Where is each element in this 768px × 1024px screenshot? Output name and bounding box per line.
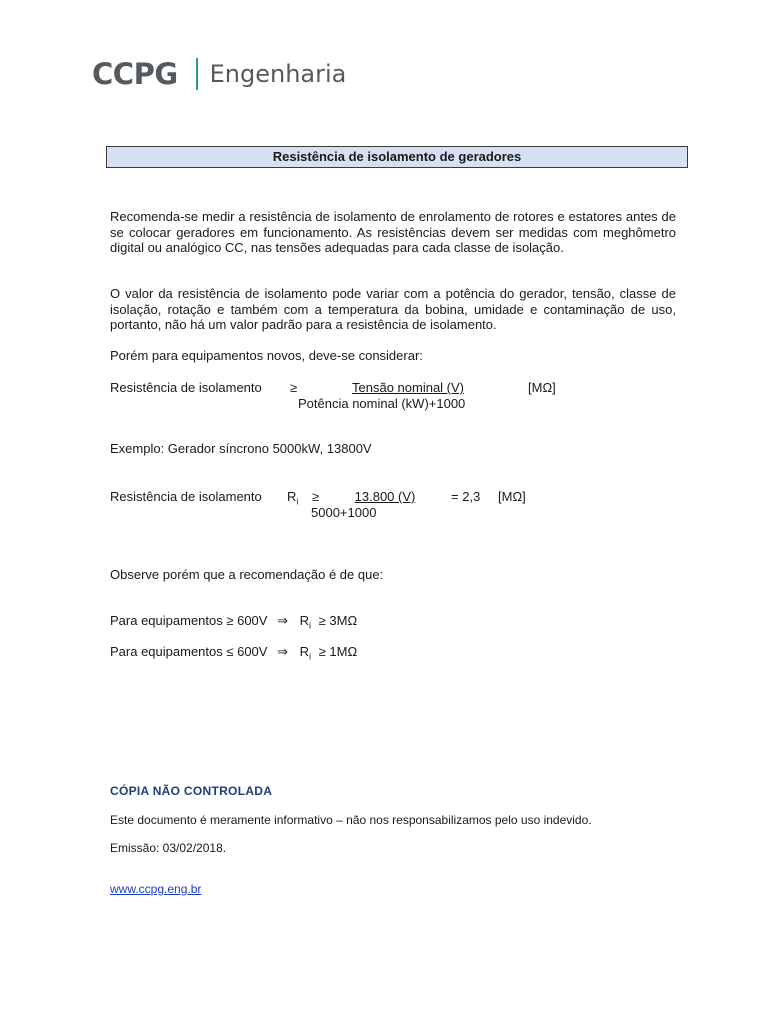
document-title: Resistência de isolamento de geradores <box>106 146 688 168</box>
paragraph-intro: Recomenda-se medir a resistência de isolamento de enrolamento de rotores e estatores antes de se colocar geradores em funcionamento. As resistências devem ser medidas com meghômetro digital ou analógico CC, nas tensões adequadas para cada classe de isolação. <box>110 209 676 255</box>
example-intro: Exemplo: Gerador síncrono 5000kW, 13800V <box>110 441 372 456</box>
logo-separator <box>196 58 198 90</box>
rule-above-600v <box>110 613 357 634</box>
rule-text: Para equipamentos ≤ 600V <box>110 644 268 659</box>
example-unit: [MΩ] <box>498 489 526 504</box>
example-result: = 2,3 <box>451 489 481 504</box>
rule-text: Para equipamentos ≥ 600V <box>110 613 268 628</box>
emission-date: Emissão: 03/02/2018. <box>110 841 227 855</box>
rule-symbol: $R_i$ <box>299 613 312 631</box>
rule-condition: ≥ 3MΩ <box>318 613 358 628</box>
company-logo <box>92 54 346 94</box>
logo-division: Engenharia <box>209 60 347 88</box>
example-label: Resistência de isolamento <box>110 489 262 504</box>
rule-condition: ≥ 1MΩ <box>318 644 358 659</box>
formula-label: Resistência de isolamento <box>110 380 262 395</box>
formula-unit: [MΩ] <box>528 380 556 395</box>
disclaimer: Este documento é meramente informativo – não nos responsabilizamos pelo uso indevido. <box>110 813 592 827</box>
observe-text: Observe porém que a recomendação é de que: <box>110 567 384 582</box>
implies-arrow: ⇒ <box>277 644 288 659</box>
formula-numerator: Tensão nominal (V) <box>352 380 464 395</box>
example-operator: ≥ <box>312 489 320 504</box>
implies-arrow: ⇒ <box>277 613 288 628</box>
logo-brand: CCPG <box>92 57 178 91</box>
rule-below-600v <box>110 644 357 665</box>
rule-symbol: $R_i$ <box>299 644 312 662</box>
uncontrolled-copy-notice: CÓPIA NÃO CONTROLADA <box>110 784 273 798</box>
formula-denominator: Potência nominal (kW)+1000 <box>298 396 466 411</box>
paragraph-new-equipment: Porém para equipamentos novos, deve-se considerar: <box>110 348 423 363</box>
example-symbol: $R_i$ <box>287 489 299 507</box>
example-denominator: 5000+1000 <box>311 505 377 520</box>
paragraph-variation: O valor da resistência de isolamento pode variar com a potência do gerador, tensão, classe de isolação, rotação e também com a temperatura da bobina, umidade e contaminação de uso, portanto, não há um valor padrão para a resistência de isolamento. <box>110 286 676 332</box>
website-link[interactable]: www.ccpg.eng.br <box>110 882 202 896</box>
formula-operator: ≥ <box>290 380 298 395</box>
example-numerator: 13.800 (V) <box>354 489 416 504</box>
